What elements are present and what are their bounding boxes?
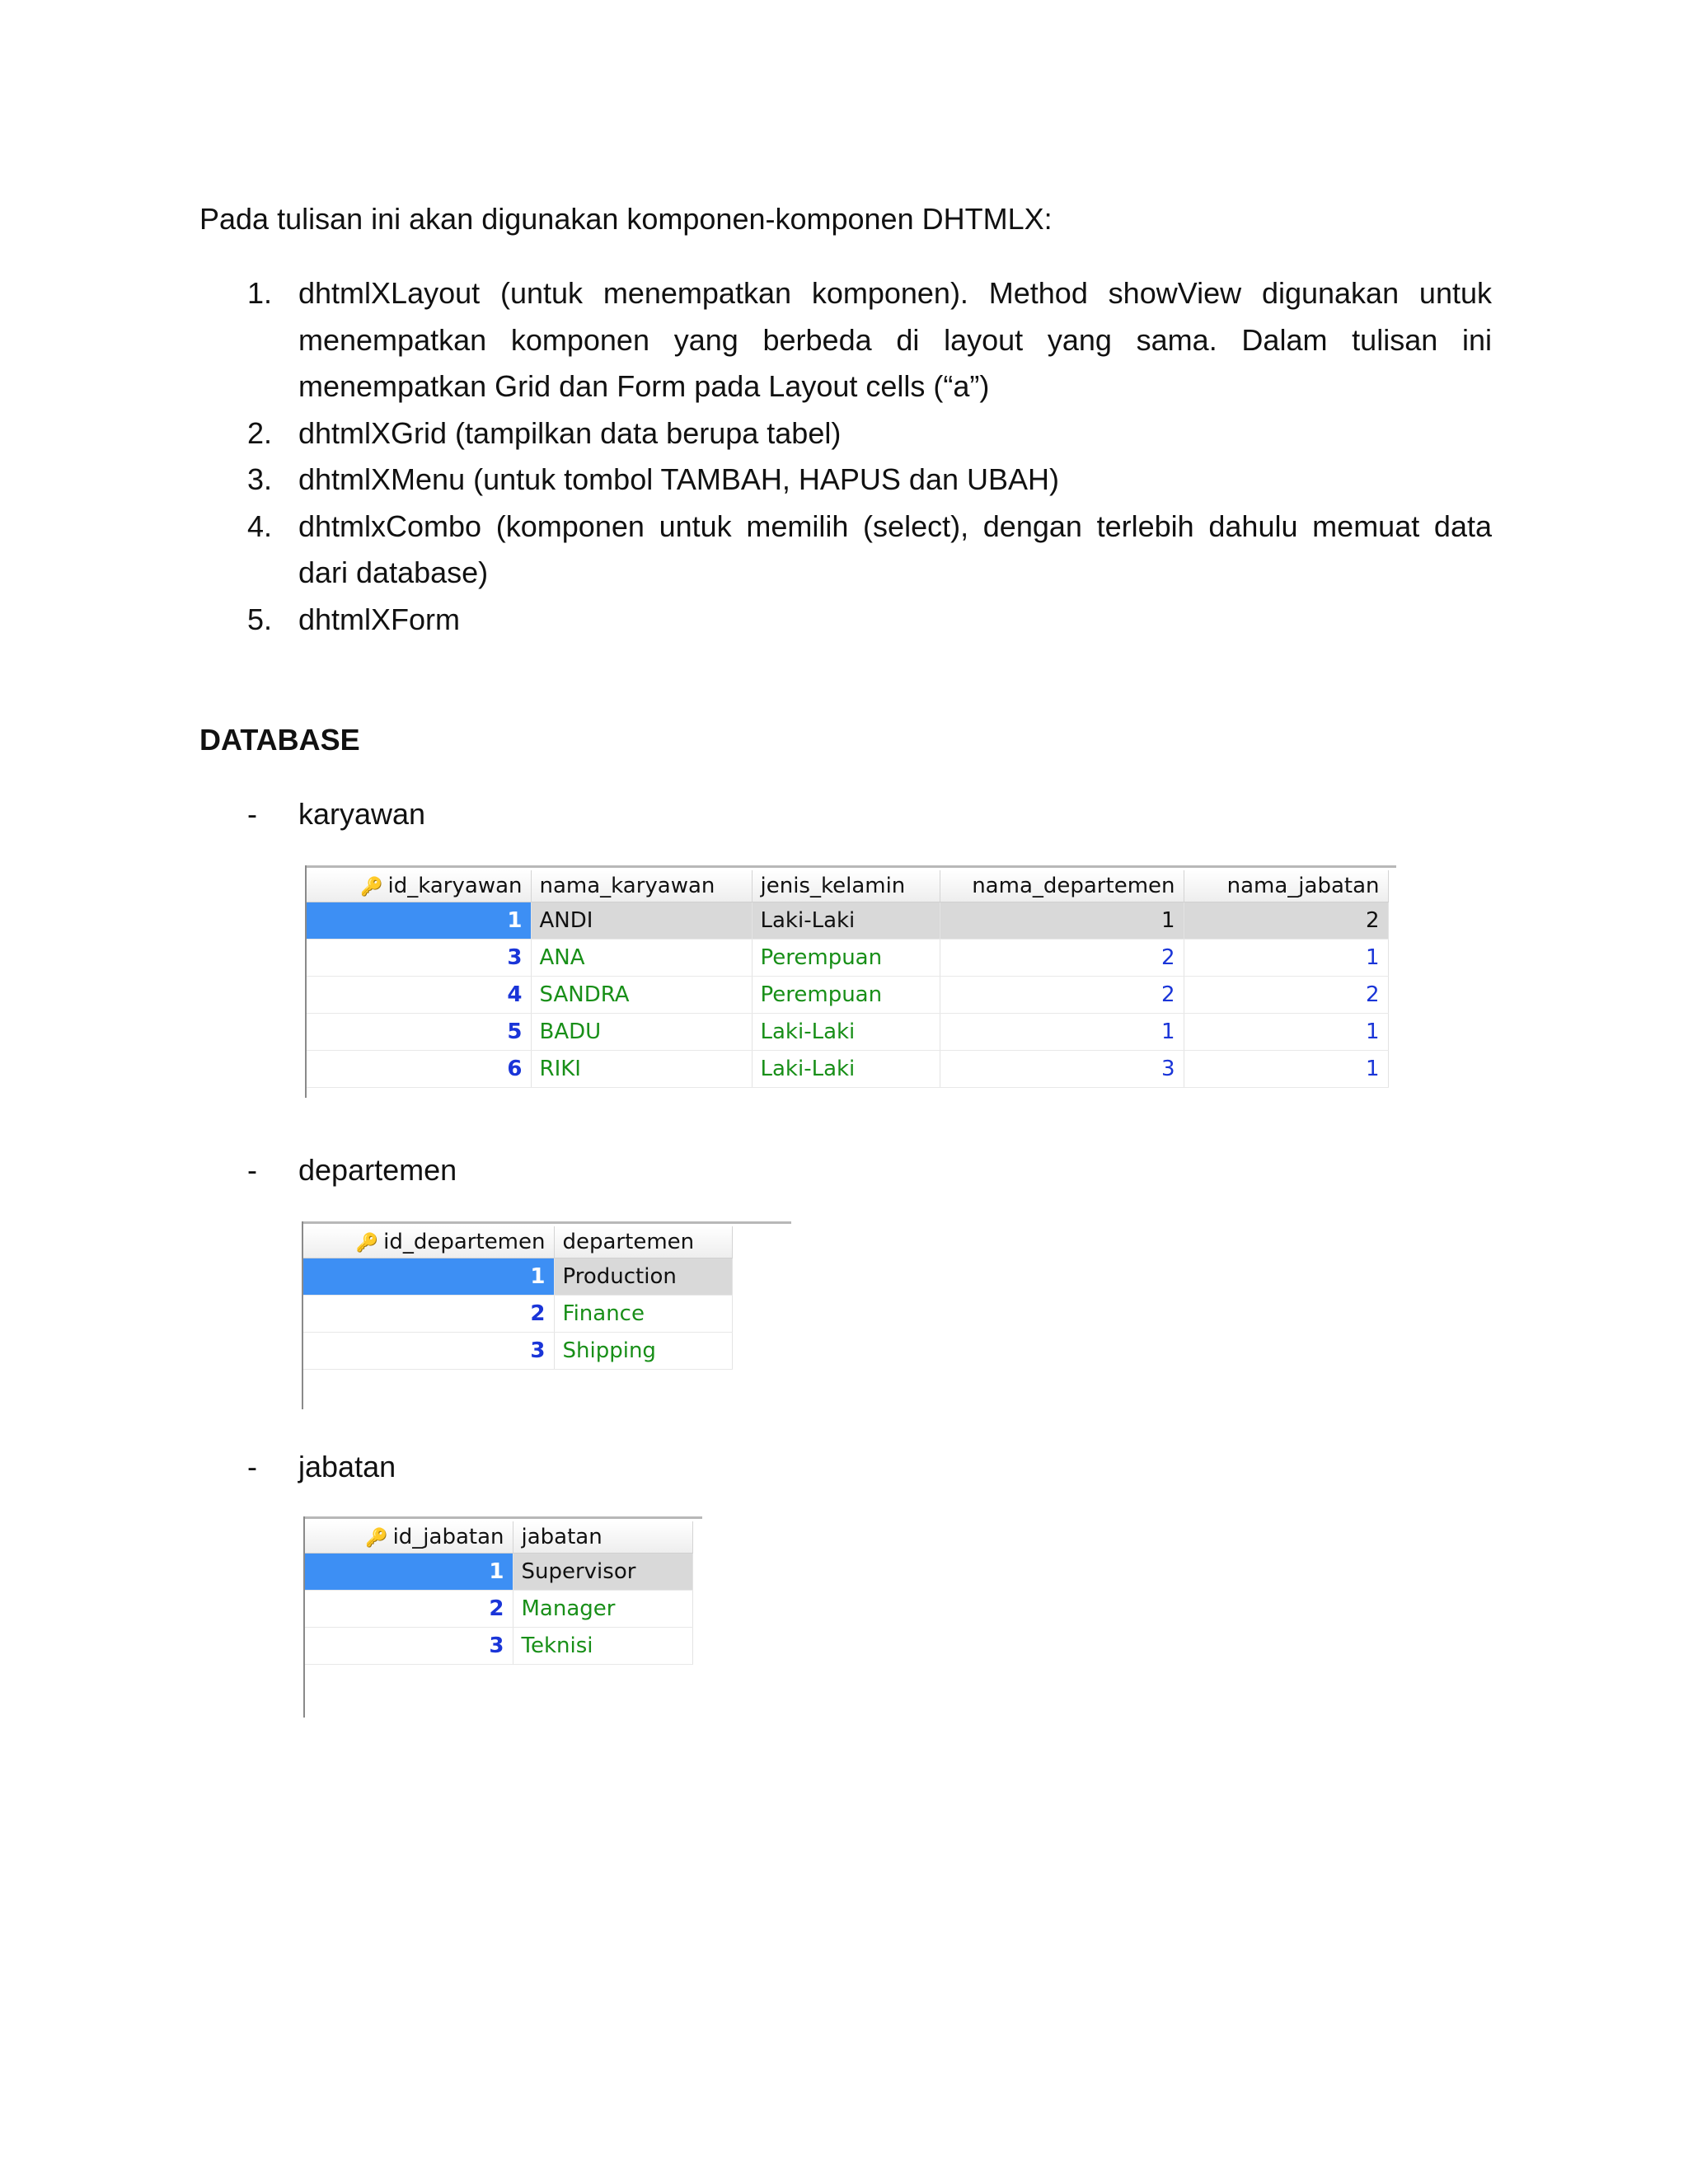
cell[interactable]: 2 (940, 940, 1184, 977)
cell[interactable]: Production (554, 1258, 732, 1296)
table-row[interactable] (305, 1628, 692, 1665)
cell[interactable]: Laki-Laki (752, 1051, 940, 1088)
section-title: jabatan (298, 1450, 396, 1483)
cell-id[interactable]: 1 (307, 902, 531, 940)
list-text: dhtmlXLayout (untuk menempatkan komponen). Method showView digunakan untuk menempatkan komponen yang berbeda di layout yang sama. Dalam tulisan ini menempatkan Grid dan Form pada Layout cells (“a”) (298, 276, 1492, 403)
list-item (247, 457, 1492, 504)
list-number: 1. (247, 276, 273, 310)
cell[interactable]: Perempuan (752, 940, 940, 977)
list-number: 4. (247, 509, 273, 543)
key-icon: 🔑 (360, 877, 383, 898)
cell-id[interactable]: 3 (305, 1628, 513, 1665)
table-row[interactable] (307, 977, 1388, 1014)
cell[interactable]: Laki-Laki (752, 902, 940, 940)
cell[interactable]: SANDRA (531, 977, 752, 1014)
cell[interactable]: 1 (940, 1014, 1184, 1051)
table-row[interactable] (307, 940, 1388, 977)
cell-id[interactable]: 3 (303, 1333, 554, 1370)
section-title: departemen (298, 1153, 457, 1187)
list-item (247, 270, 1492, 410)
section-title: karyawan (298, 797, 426, 831)
list-text: dhtmlXMenu (untuk tombol TAMBAH, HAPUS dan UBAH) (298, 462, 1060, 496)
list-item (247, 504, 1492, 597)
column-header[interactable]: nama_departemen (940, 870, 1184, 902)
karyawan-table (305, 865, 1396, 1098)
table-row[interactable] (303, 1258, 732, 1296)
cell-id[interactable]: 2 (305, 1591, 513, 1628)
table-row[interactable] (303, 1296, 732, 1333)
column-header[interactable]: nama_karyawan (531, 870, 752, 902)
cell-id[interactable]: 5 (307, 1014, 531, 1051)
component-list (247, 270, 1492, 643)
column-header[interactable]: 🔑 id_departemen (303, 1226, 554, 1258)
cell-id[interactable]: 1 (305, 1554, 513, 1591)
column-header[interactable]: 🔑 id_karyawan (307, 870, 531, 902)
bullet-dash: - (247, 797, 257, 831)
cell-id[interactable]: 1 (303, 1258, 554, 1296)
cell[interactable]: 1 (1184, 940, 1388, 977)
column-header[interactable]: jabatan (513, 1521, 692, 1554)
list-item (247, 410, 1492, 457)
table-row[interactable] (307, 902, 1388, 940)
cell[interactable]: Finance (554, 1296, 732, 1333)
cell[interactable]: 2 (1184, 977, 1388, 1014)
cell[interactable]: 1 (1184, 1051, 1388, 1088)
column-header[interactable]: nama_jabatan (1184, 870, 1388, 902)
list-number: 5. (247, 602, 273, 636)
cell[interactable]: BADU (531, 1014, 752, 1051)
table-row[interactable] (305, 1554, 692, 1591)
cell[interactable]: ANDI (531, 902, 752, 940)
cell[interactable]: Teknisi (513, 1628, 692, 1665)
table-row[interactable] (307, 1014, 1388, 1051)
bullet-dash: - (247, 1153, 257, 1187)
cell-id[interactable]: 6 (307, 1051, 531, 1088)
list-text: dhtmlXForm (298, 602, 461, 636)
intro-paragraph: Pada tulisan ini akan digunakan komponen-komponen DHTMLX: (199, 202, 1053, 236)
list-text: dhtmlxCombo (komponen untuk memilih (select), dengan terlebih dahulu memuat data dari database) (298, 509, 1492, 589)
cell[interactable]: Manager (513, 1591, 692, 1628)
key-icon: 🔑 (365, 1528, 388, 1549)
cell[interactable]: Perempuan (752, 977, 940, 1014)
cell[interactable]: 1 (1184, 1014, 1388, 1051)
cell[interactable]: ANA (531, 940, 752, 977)
list-text: dhtmlXGrid (tampilkan data berupa tabel) (298, 415, 842, 450)
bullet-dash: - (247, 1450, 257, 1483)
cell-id[interactable]: 4 (307, 977, 531, 1014)
column-header[interactable]: departemen (554, 1226, 732, 1258)
list-number: 3. (247, 462, 273, 496)
cell[interactable]: RIKI (531, 1051, 752, 1088)
cell[interactable]: 3 (940, 1051, 1184, 1088)
cell[interactable]: Supervisor (513, 1554, 692, 1591)
cell-id[interactable]: 2 (303, 1296, 554, 1333)
database-heading: DATABASE (199, 723, 360, 757)
table-row[interactable] (305, 1591, 692, 1628)
cell[interactable]: 2 (1184, 902, 1388, 940)
cell[interactable]: Shipping (554, 1333, 732, 1370)
key-icon: 🔑 (355, 1233, 379, 1254)
table-row[interactable] (307, 1051, 1388, 1088)
column-header[interactable]: jenis_kelamin (752, 870, 940, 902)
cell[interactable]: Laki-Laki (752, 1014, 940, 1051)
table-row[interactable] (303, 1333, 732, 1370)
list-number: 2. (247, 415, 273, 450)
cell[interactable]: 2 (940, 977, 1184, 1014)
departemen-table (302, 1221, 791, 1409)
cell[interactable]: 1 (940, 902, 1184, 940)
jabatan-table (303, 1516, 702, 1718)
column-header[interactable]: 🔑 id_jabatan (305, 1521, 513, 1554)
list-item (247, 597, 1492, 644)
cell-id[interactable]: 3 (307, 940, 531, 977)
